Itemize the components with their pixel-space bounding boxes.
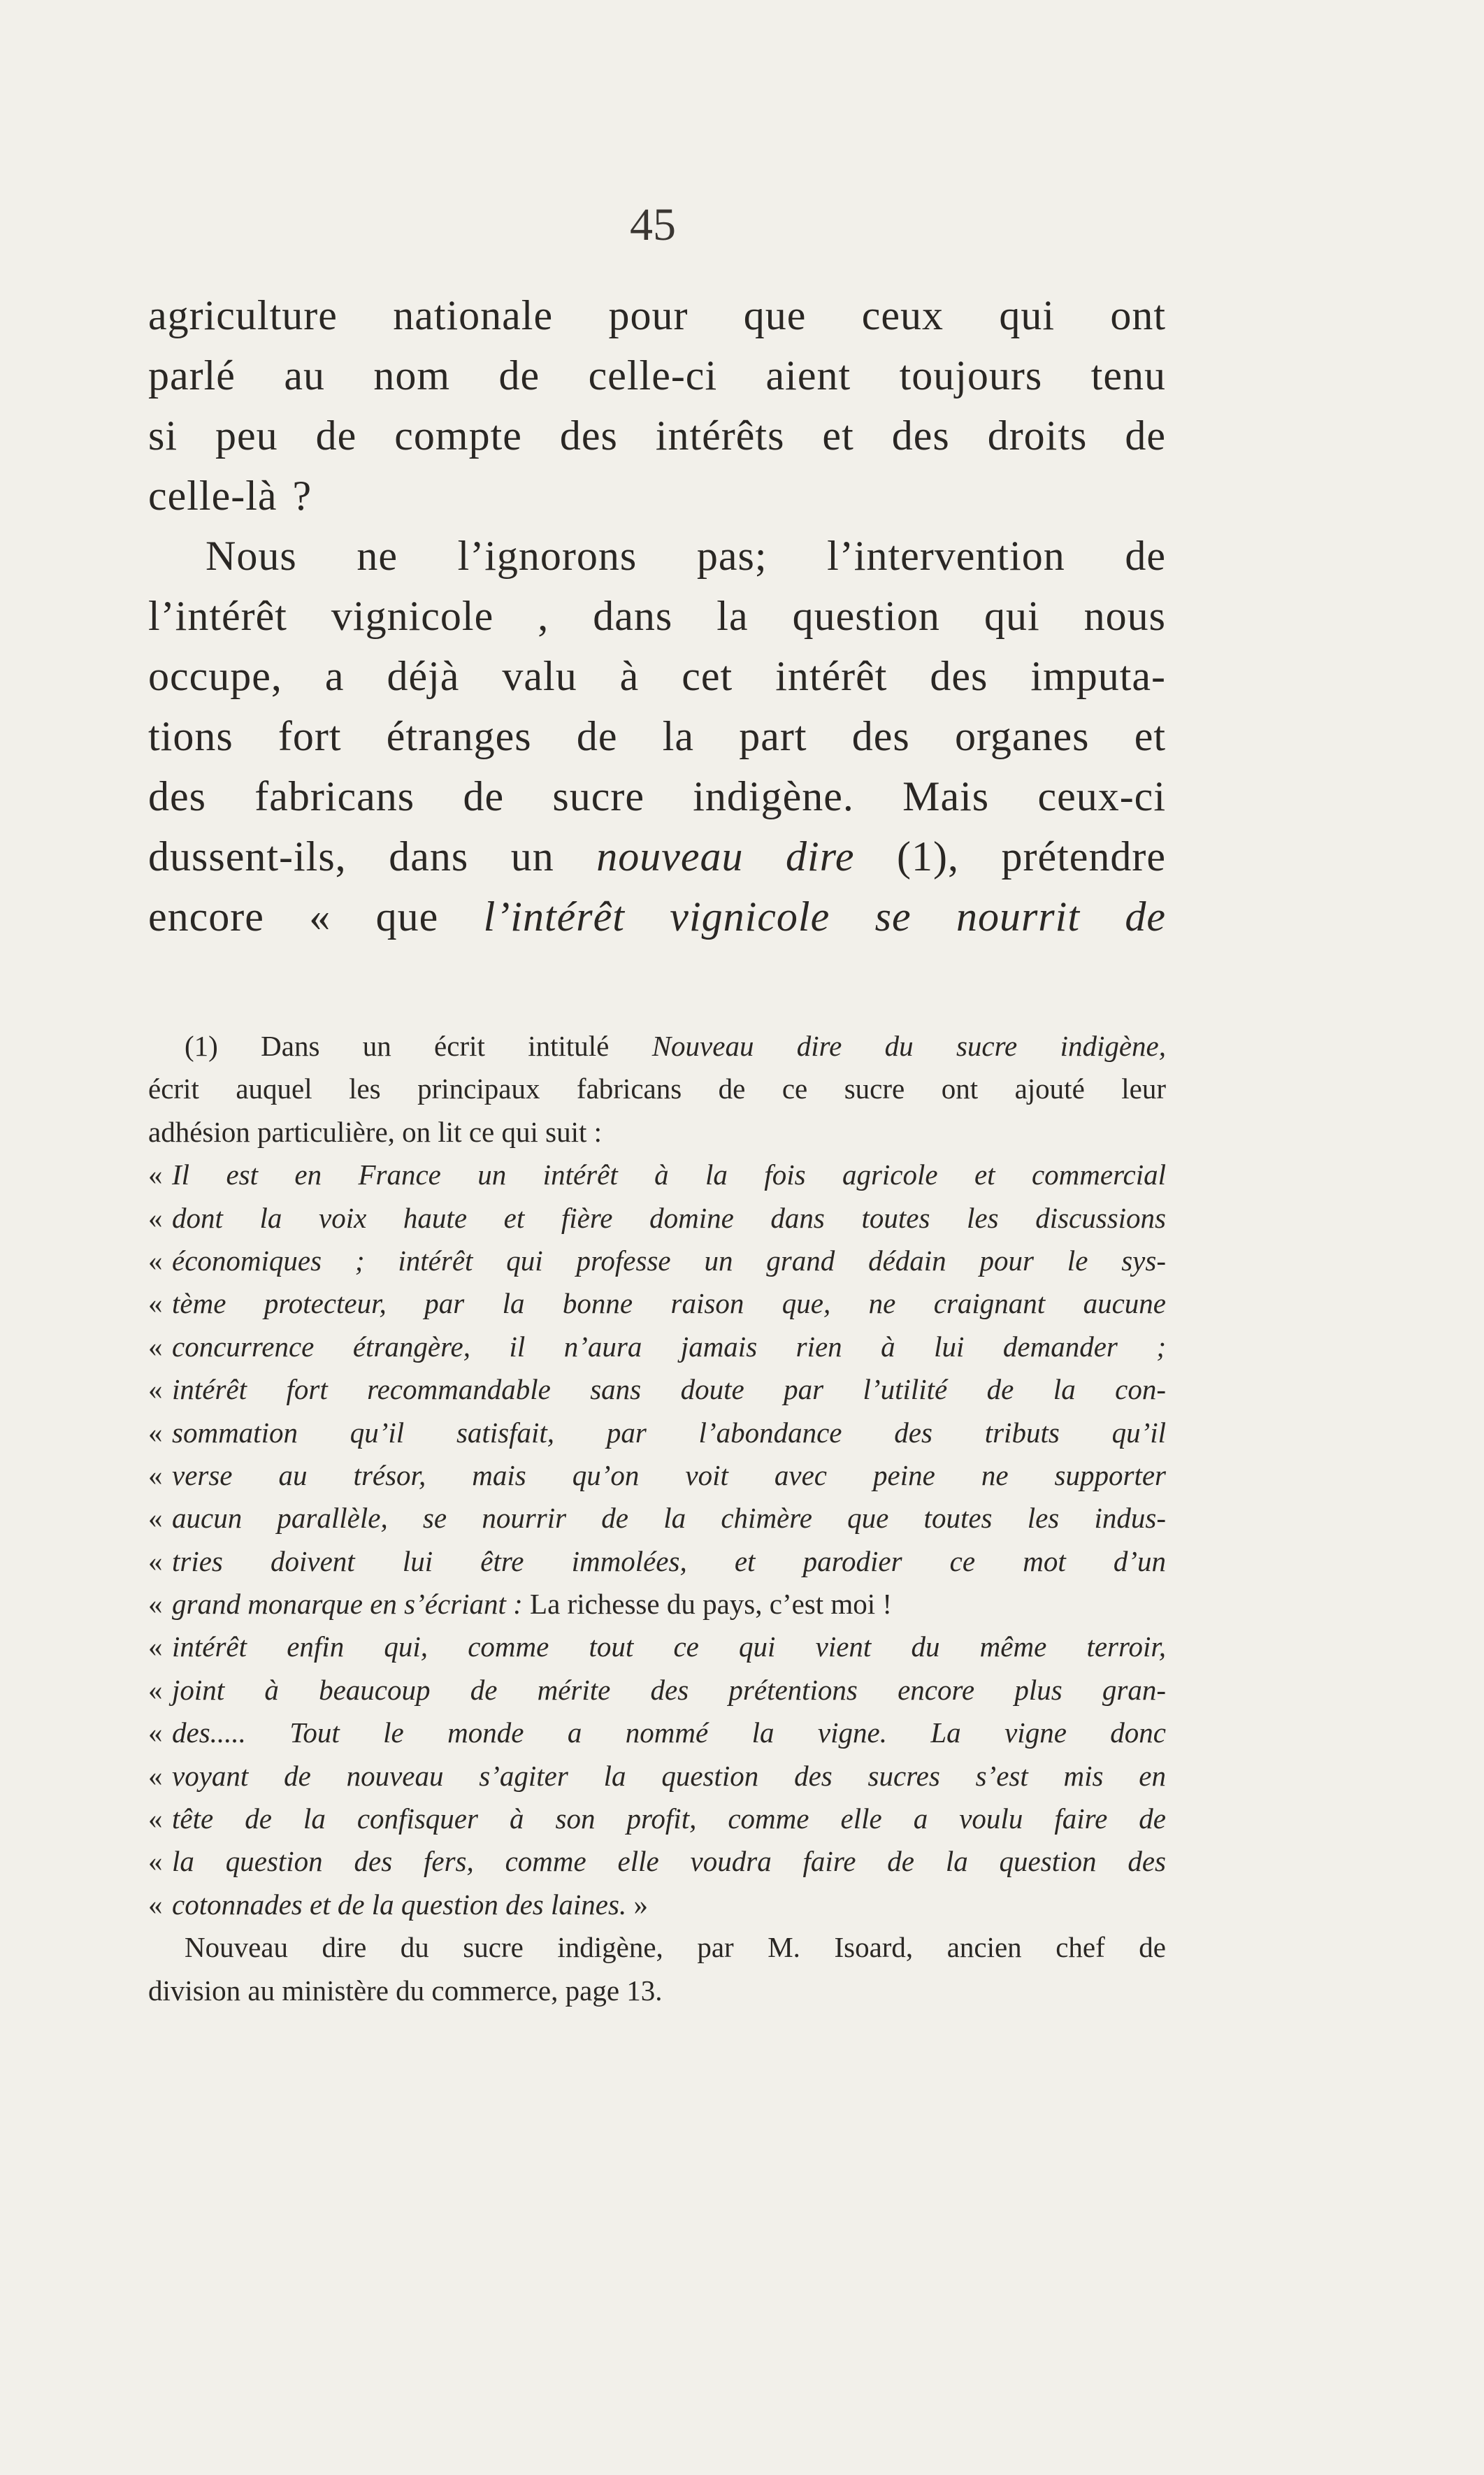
page-number: 45 [630,199,676,250]
guillemet: « [148,1630,163,1663]
footnote-intro-1 [148,1025,1166,1068]
main-line-4: celle-là ? [148,473,312,519]
main-text-block [148,285,1166,947]
quote-text: économiques ; intérêt qui professe un grand dédain pour le sys- [172,1244,1166,1277]
quote-line-2 [148,1197,1166,1240]
quote-text: la question des fers, comme elle voudra faire de la question des [172,1845,1166,1878]
footnote-intro-1-title: Nouveau dire du sucre indigène, [651,1030,1166,1062]
quote-text: cotonnades et de la question des laines. [172,1888,627,1921]
guillemet: « [148,1759,163,1792]
guillemet: « [148,1673,163,1706]
quote-text: intérêt fort recommandable sans doute par l’utilité de la con- [172,1373,1166,1406]
quote-line-16 [148,1798,1166,1840]
guillemet: « [148,1244,163,1277]
guillemet: « [148,1802,163,1835]
quote-text: des..... Tout le monde a nommé la vigne. La vigne donc [172,1716,1166,1749]
main-line-9: des fabricans de sucre indigène. Mais ceux-ci [148,773,1166,819]
guillemet: « [148,1458,163,1491]
guillemet: « [148,1373,163,1406]
main-line-3: si peu de compte des intérêts et des droits de [148,412,1166,459]
main-line-11-before: encore « que [148,894,484,940]
main-line-5: Nous ne l’ignorons pas; l’intervention de [206,533,1166,579]
quote-line-7 [148,1412,1166,1454]
quote-line-17 [148,1840,1166,1883]
main-line-8: tions fort étranges de la part des organes et [148,713,1166,759]
quote-text: verse au trésor, mais qu’on voit avec peine ne supporter [172,1458,1166,1491]
guillemet: « [148,1330,163,1363]
quote-line-13 [148,1669,1166,1712]
main-line-7: occupe, a déjà valu à cet intérêt des imputa- [148,653,1166,699]
quote-line-10 [148,1540,1166,1583]
quote-text: intérêt enfin qui, comme tout ce qui vient du même terroir, [172,1630,1166,1663]
guillemet: « [148,1845,163,1878]
footnote-intro-2: écrit auquel les principaux fabricans de ce sucre ont ajouté leur [148,1072,1166,1105]
main-line-2: parlé au nom de celle-ci aient toujours tenu [148,352,1166,399]
citation-line-1: Nouveau dire du sucre indigène, par M. Isoard, ancien chef de [185,1931,1166,1964]
guillemet: « [148,1287,163,1320]
quote-line-3 [148,1240,1166,1282]
guillemet: « [148,1416,163,1449]
guillemet-close: » [626,1888,648,1921]
main-line-1: agriculture nationale pour que ceux qui ont [148,292,1166,338]
quote-text: sommation qu’il satisfait, par l’abondance des tributs qu’il [172,1416,1166,1449]
main-line-10 [148,826,1166,887]
quote-text: tête de la confisquer à son profit, comme elle a voulu faire de [172,1802,1166,1835]
quote-text: aucun parallèle, se nourrir de la chimère que toutes les indus- [172,1502,1166,1535]
quote-text: tème protecteur, par la bonne raison que, ne craignant aucune [172,1287,1166,1320]
footnote-intro-3: adhésion particulière, on lit ce qui suit : [148,1115,602,1148]
quote-text: Il est en France un intérêt à la fois agricole et commercial [172,1158,1166,1191]
quote-line-8 [148,1454,1166,1497]
quote-text-italic: grand monarque en s’écriant : [172,1588,531,1621]
quote-text: voyant de nouveau s’agiter la question des sucres s’est mis en [172,1759,1166,1792]
quote-line-9 [148,1497,1166,1540]
quote-line-11 [148,1583,1166,1626]
guillemet: « [148,1888,163,1921]
quote-line-12 [148,1626,1166,1668]
main-line-11-italic: l’intérêt vignicole se nourrit de [483,894,1166,940]
footnote [148,1025,1166,2012]
guillemet: « [148,1502,163,1535]
main-line-10-italic: nouveau dire [596,833,855,880]
guillemet: « [148,1588,163,1621]
quote-text: concurrence étrangère, il n’aura jamais rien à lui demander ; [172,1330,1166,1363]
quote-text: dont la voix haute et fière domine dans toutes les discussions [172,1201,1166,1234]
guillemet: « [148,1201,163,1234]
main-line-10-after: (1), prétendre [854,833,1167,880]
main-line-6: l’intérêt vignicole , dans la question qui nous [148,593,1166,639]
guillemet: « [148,1158,163,1191]
quote-text: joint à beaucoup de mérite des prétentions encore plus gran- [172,1673,1166,1706]
quote-line-14 [148,1712,1166,1754]
main-line-11 [148,887,1166,947]
footnote-intro-1-text: (1) Dans un écrit intitulé [185,1030,652,1062]
main-line-10-before: dussent-ils, dans un [148,833,597,880]
quote-line-15 [148,1755,1166,1798]
citation-line-2: division au ministère du commerce, page 13. [148,1974,663,2007]
guillemet: « [148,1544,163,1577]
quote-text-roman: La richesse du pays, c’est moi ! [530,1588,893,1621]
quote-line-1 [148,1154,1166,1196]
quote-line-6 [148,1368,1166,1411]
quote-line-4 [148,1282,1166,1325]
quote-line-5 [148,1326,1166,1368]
quote-line-18 [148,1884,1166,1926]
quote-text: tries doivent lui être immolées, et parodier ce mot d’un [172,1544,1166,1577]
guillemet: « [148,1716,163,1749]
